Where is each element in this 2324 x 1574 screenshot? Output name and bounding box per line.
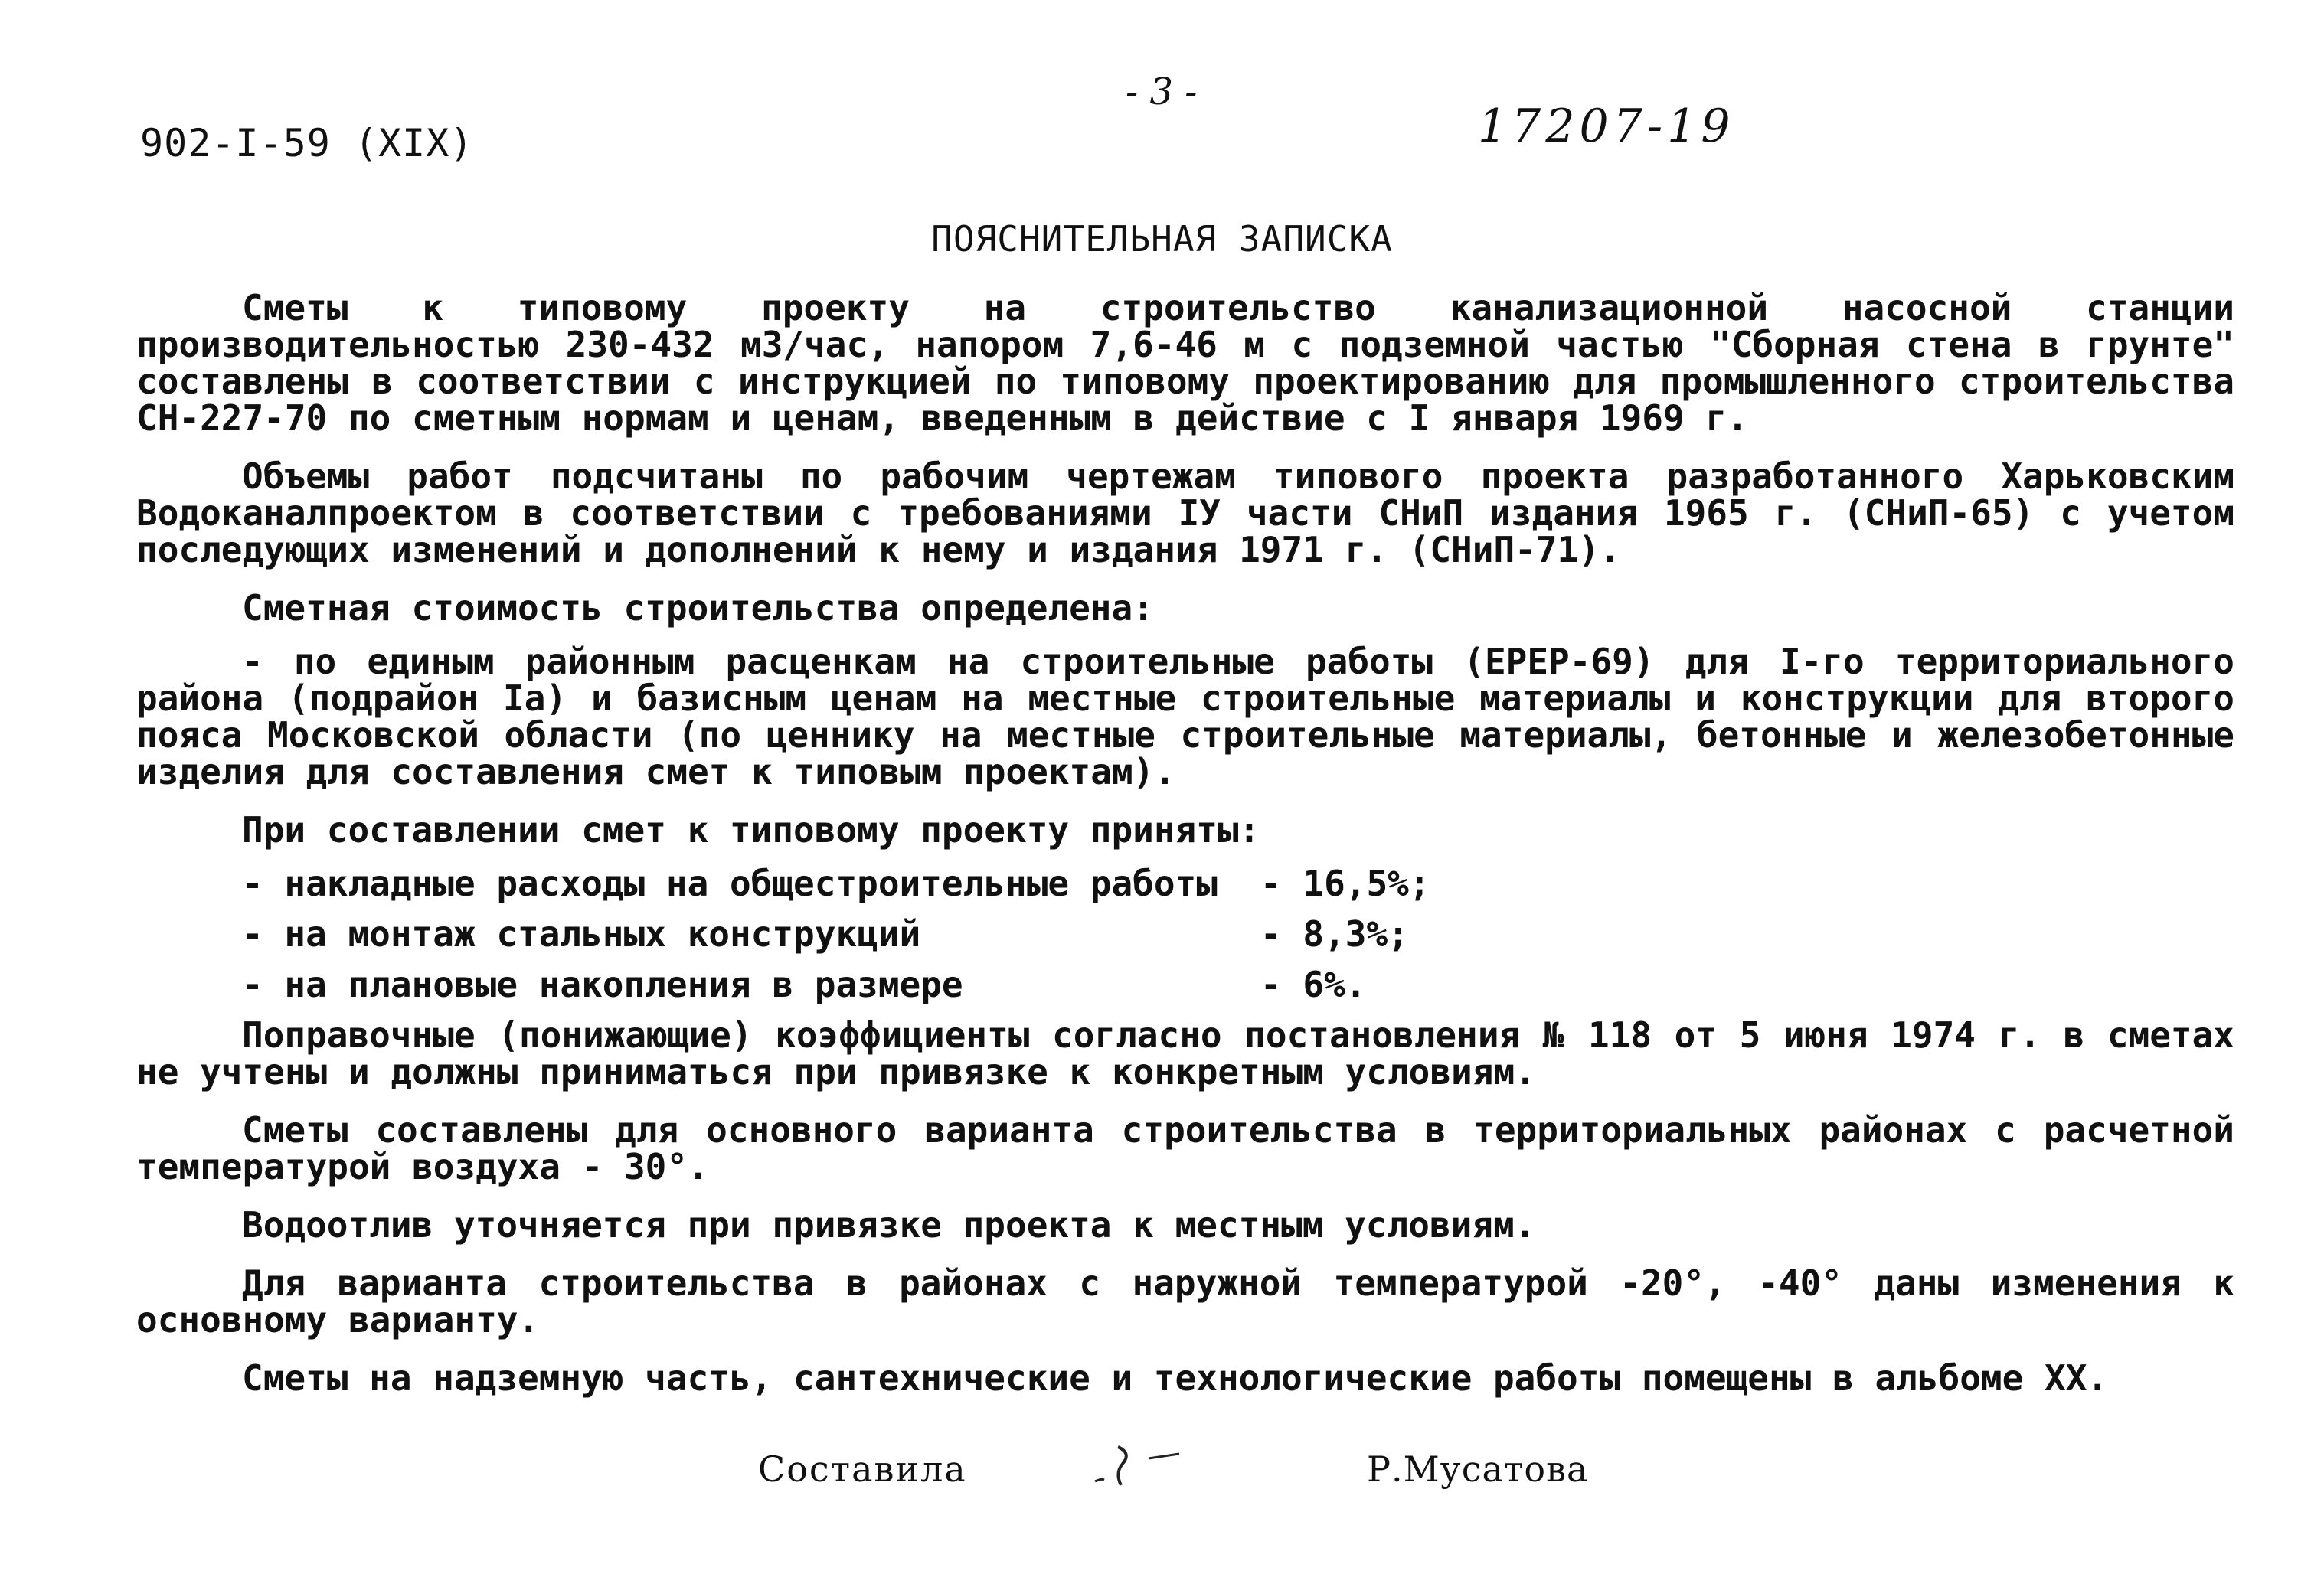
paragraph-rates-basis: - по единым районным расценкам на строительные работы (ЕРЕР-69) для I-го территориального района (подрайон Iа) и базисным ценам на местные строительные материалы и конструкции для второго пояса Московской области (по ценнику на местные строительные материалы, бетонные и железобетонные изделия для составления смет к типовым проектам). [136, 641, 2234, 792]
rates-list [136, 865, 2234, 1017]
paragraph-volumes: Объемы работ подсчитаны по рабочим чертежам типового проекта разработанного Харьковским Водоканалпроектом в соответствии с требованиями IУ части СНиП издания 1965 г. (СНиП-65) с учетом последующих изменений и дополнений к нему и издания 1971 г. (СНиП-71). [136, 456, 2234, 570]
paragraph-album: Сметы на надземную часть, сантехнические и технологические работы помещены в альбоме XX. [242, 1357, 2109, 1399]
list-item [136, 913, 2234, 966]
rate-value: - 8,3%; [1260, 913, 1409, 955]
inventory-number: 17207-19 [1478, 100, 1735, 153]
rate-label: - накладные расходы на общестроительные работы [242, 863, 1218, 904]
signature-name: Р.Мусатова [1367, 1448, 1589, 1490]
list-item [136, 865, 2234, 916]
signature-label: Составила [758, 1448, 967, 1490]
list-item [136, 966, 2234, 1017]
rate-label: - на плановые накопления в размере [242, 964, 963, 1005]
paragraph-base-variant: Сметы составлены для основного варианта строительства в территориальных районах с расчетной температурой воздуха - 30°. [136, 1109, 2234, 1187]
paragraph-coefficients: Поправочные (понижающие) коэффициенты согласно постановления № 118 от 5 июня 1974 г. в сметах не учтены и должны приниматься при привязке к конкретным условиям. [136, 1014, 2234, 1092]
paragraph-variants: Для варианта строительства в районах с наружной температурой -20°, -40° даны изменения к основному варианту. [136, 1262, 2234, 1341]
rate-label: - на монтаж стальных конструкций [242, 913, 921, 955]
page-title: ПОЯСНИТЕЛЬНАЯ ЗАПИСКА [931, 218, 1393, 260]
document-code: 902-I-59 (XIX) [140, 121, 474, 165]
rate-value: - 6%. [1260, 964, 1367, 1005]
paragraph-accepted: При составлении смет к типовому проекту приняты: [242, 809, 1260, 851]
rate-value: - 16,5%; [1260, 863, 1430, 904]
page-number: - 3 - [1126, 70, 1198, 113]
paragraph-dewatering: Водоотлив уточняется при привязке проекта к местным условиям. [242, 1204, 1536, 1246]
document-body [136, 289, 2234, 1418]
paragraph-cost-intro: Сметная стоимость строительства определена: [242, 587, 1154, 629]
paragraph-scope: Сметы к типовому проекту на строительство канализационной насосной станции производительностью 230-432 м3/час, напором 7,6-46 м с подземной частью "Сборная стена в грунте" составлены в соответствии с инструкцией по типовому проектированию для промышленного строительства СН-227-70 по сметным нормам и ценам, введенным в действие с I января 1969 г. [136, 287, 2234, 439]
signature-mark [1087, 1439, 1202, 1496]
